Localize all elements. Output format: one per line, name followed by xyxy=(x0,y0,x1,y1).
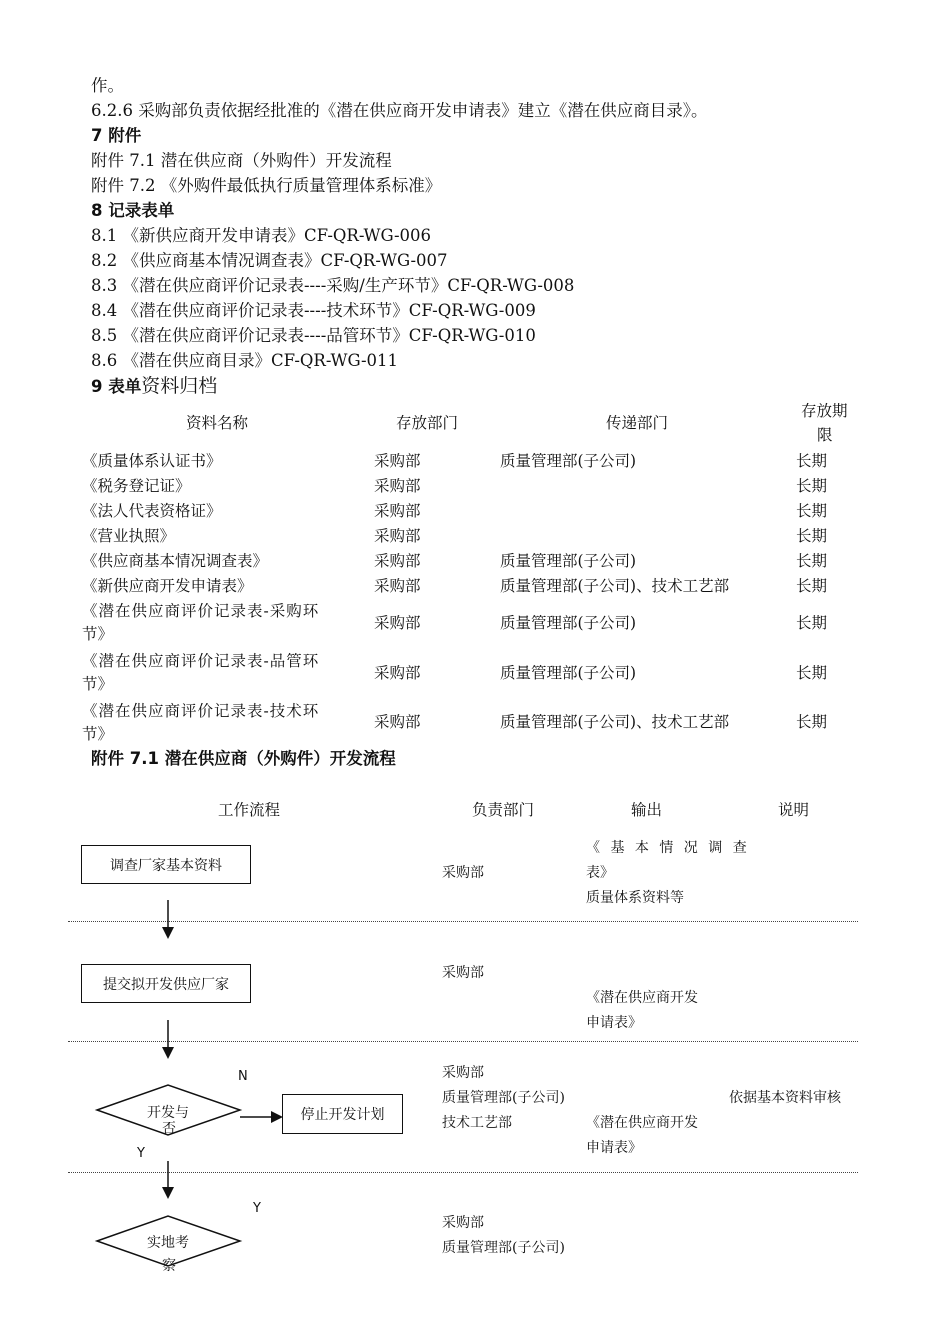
table-cell-period: 长期 xyxy=(796,452,828,470)
col-header-store: 存放部门 xyxy=(396,414,459,432)
step3-dept-line2: 质量管理部(子公司) xyxy=(442,1090,565,1106)
flow-header-process: 工作流程 xyxy=(218,801,281,819)
table-cell-name: 《新供应商开发申请表》 xyxy=(82,577,253,595)
table-cell-period: 长期 xyxy=(796,713,828,731)
table-cell-transfer: 质量管理部(子公司) xyxy=(500,664,637,682)
table-cell-period: 长期 xyxy=(796,577,828,595)
diamond-develop-label-line1: 开发与 xyxy=(147,1105,189,1121)
table-cell-store: 采购部 xyxy=(374,614,421,632)
step2-output-line1: 《潜在供应商开发 xyxy=(586,990,698,1006)
record-8-4: 8.4 《潜在供应商评价记录表----技术环节》CF-QR-WG-009 xyxy=(91,301,536,320)
step2-output-line2: 申请表》 xyxy=(586,1015,642,1031)
step3-dept-line1: 采购部 xyxy=(442,1065,484,1081)
step1-output-line2: 表》 xyxy=(586,865,614,881)
section-9-heading-rest: 资料归档 xyxy=(141,375,218,397)
diamond-develop-label-line2: 否 xyxy=(162,1121,176,1137)
table-cell-name-line2: 节》 xyxy=(82,675,114,693)
table-cell-store: 采购部 xyxy=(374,552,421,570)
step3-output-line1: 《潜在供应商开发 xyxy=(586,1115,698,1131)
step2-dept: 采购部 xyxy=(442,965,484,981)
step3-output-line2: 申请表》 xyxy=(586,1140,642,1156)
table-cell-period: 长期 xyxy=(796,614,828,632)
table-cell-name-line1: 《潜在供应商评价记录表-品管环 xyxy=(82,652,320,670)
table-cell-period: 长期 xyxy=(796,477,828,495)
table-cell-store: 采购部 xyxy=(374,477,421,495)
table-cell-name-line1: 《潜在供应商评价记录表-采购环 xyxy=(82,602,320,620)
step1-output-line3: 质量体系资料等 xyxy=(586,890,684,906)
col-header-period-line2: 限 xyxy=(817,426,833,444)
step3-dept-line3: 技术工艺部 xyxy=(442,1115,512,1131)
step1-output-line1: 《 基 本 情 况 调 查 xyxy=(586,840,750,856)
col-header-name: 资料名称 xyxy=(186,414,249,432)
table-cell-transfer: 质量管理部(子公司) xyxy=(500,614,637,632)
table-cell-store: 采购部 xyxy=(374,664,421,682)
table-cell-transfer: 质量管理部(子公司)、技术工艺部 xyxy=(500,577,730,595)
table-cell-store: 采购部 xyxy=(374,713,421,731)
flow-header-dept: 负责部门 xyxy=(472,801,535,819)
step1-dept: 采购部 xyxy=(442,865,484,881)
table-cell-store: 采购部 xyxy=(374,452,421,470)
diamond-inspect-label-line1: 实地考 xyxy=(147,1235,189,1251)
table-cell-transfer: 质量管理部(子公司)、技术工艺部 xyxy=(500,713,730,731)
section-9-heading-bold: 9 表单 xyxy=(91,377,142,396)
table-cell-name: 《质量体系认证书》 xyxy=(82,452,222,470)
table-cell-period: 长期 xyxy=(796,502,828,520)
process-box-survey: 调查厂家基本资料 xyxy=(81,845,251,884)
flow-header-output: 输出 xyxy=(631,801,663,819)
text-line-continuation: 作。 xyxy=(91,76,124,95)
record-8-6: 8.6 《潜在供应商目录》CF-QR-WG-011 xyxy=(91,351,399,370)
section-7-heading: 7 附件 xyxy=(91,126,142,145)
table-cell-name-line2: 节》 xyxy=(82,625,114,643)
diamond-inspect-label-line2: 察 xyxy=(162,1258,176,1274)
step3-note: 依据基本资料审核 xyxy=(729,1090,841,1106)
table-cell-name-line2: 节》 xyxy=(82,725,114,743)
process-box-stop: 停止开发计划 xyxy=(282,1094,403,1134)
attachment-7-2: 附件 7.2 《外购件最低执行质量管理体系标准》 xyxy=(91,176,442,195)
flow-title: 附件 7.1 潜在供应商（外购件）开发流程 xyxy=(91,749,396,768)
table-cell-store: 采购部 xyxy=(374,527,421,545)
table-cell-period: 长期 xyxy=(796,527,828,545)
table-cell-period: 长期 xyxy=(796,664,828,682)
table-cell-name-line1: 《潜在供应商评价记录表-技术环 xyxy=(82,702,320,720)
col-header-period-line1: 存放期 xyxy=(801,402,848,420)
branch-label-y: Y xyxy=(137,1146,145,1161)
table-cell-name: 《营业执照》 xyxy=(82,527,176,545)
process-box-submit: 提交拟开发供应厂家 xyxy=(81,964,251,1003)
section-8-heading: 8 记录表单 xyxy=(91,201,175,220)
record-8-2: 8.2 《供应商基本情况调查表》CF-QR-WG-007 xyxy=(91,251,448,270)
table-cell-store: 采购部 xyxy=(374,577,421,595)
step4-dept-line2: 质量管理部(子公司) xyxy=(442,1240,565,1256)
flow-header-note: 说明 xyxy=(778,801,810,819)
table-cell-transfer: 质量管理部(子公司) xyxy=(500,552,637,570)
record-8-3: 8.3 《潜在供应商评价记录表----采购/生产环节》CF-QR-WG-008 xyxy=(91,276,575,295)
attachment-7-1: 附件 7.1 潜在供应商（外购件）开发流程 xyxy=(91,151,392,170)
branch-label-y: Y xyxy=(253,1201,261,1216)
table-cell-name: 《法人代表资格证》 xyxy=(82,502,222,520)
table-cell-name: 《税务登记证》 xyxy=(82,477,191,495)
table-cell-store: 采购部 xyxy=(374,502,421,520)
col-header-transfer: 传递部门 xyxy=(606,414,669,432)
record-8-5: 8.5 《潜在供应商评价记录表----品管环节》CF-QR-WG-010 xyxy=(91,326,536,345)
branch-label-n: N xyxy=(238,1069,248,1084)
table-cell-name: 《供应商基本情况调查表》 xyxy=(82,552,269,570)
step4-dept-line1: 采购部 xyxy=(442,1215,484,1231)
table-cell-period: 长期 xyxy=(796,552,828,570)
table-cell-transfer: 质量管理部(子公司) xyxy=(500,452,637,470)
record-8-1: 8.1 《新供应商开发申请表》CF-QR-WG-006 xyxy=(91,226,432,245)
clause-6-2-6: 6.2.6 采购部负责依据经批准的《潜在供应商开发申请表》建立《潜在供应商目录》。 xyxy=(91,101,708,120)
